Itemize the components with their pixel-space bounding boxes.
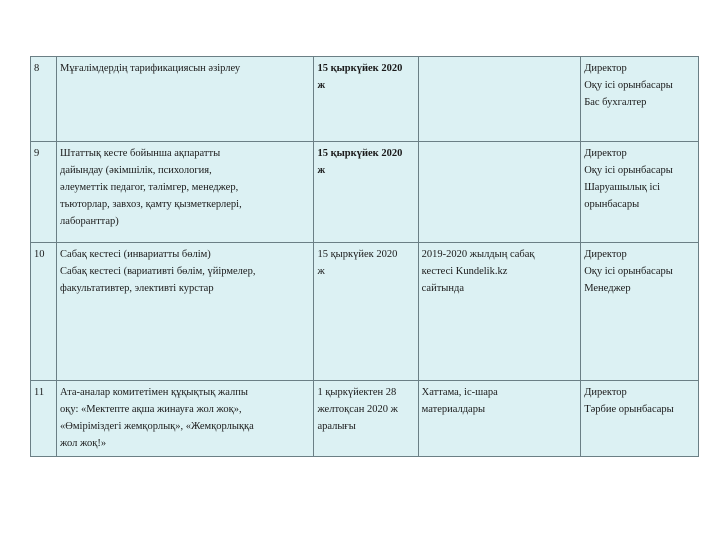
task-line: Сабақ кестесі (вариативті бөлім, үйірмелер, — [60, 266, 256, 277]
date-line: желтоқсан 2020 ж — [317, 404, 398, 415]
task-line: «Өміріміздегі жемқорлық», «Жемқорлыққа — [60, 421, 254, 432]
date-cell — [314, 243, 418, 381]
form-cell — [418, 142, 581, 243]
responsible-cell — [581, 243, 699, 381]
table-row — [31, 142, 699, 243]
plan-table — [30, 56, 699, 457]
task-line: Мұғалімдердің тарификациясын әзірлеу — [60, 63, 241, 74]
task-line: Штаттық кесте бойынша ақпаратты — [60, 148, 221, 159]
row-number: 8 — [31, 57, 57, 142]
form-line: материалдары — [421, 404, 486, 415]
date-cell — [314, 142, 418, 243]
date-line: 15 қыркүйек 2020 — [317, 249, 398, 260]
responsible-line: Директор — [584, 249, 627, 260]
responsible-line: Бас бухгалтер — [584, 97, 647, 108]
task-line: лаборанттар) — [60, 216, 119, 227]
date-line: аралығы — [317, 421, 356, 432]
form-cell — [418, 57, 581, 142]
responsible-line: Тәрбие орынбасары — [584, 404, 674, 415]
table-row — [31, 57, 699, 142]
task-line: оқу: «Мектепте ақша жинауға жол жоқ», — [60, 404, 242, 415]
task-line: Сабақ кестесі (инвариатты бөлім) — [60, 249, 211, 260]
date-cell — [314, 57, 418, 142]
task-line: Ата-аналар комитетімен құқықтық жалпы — [60, 387, 248, 398]
form-cell — [418, 243, 581, 381]
row-number: 11 — [31, 381, 57, 457]
form-line: 2019-2020 жылдың сабақ — [421, 249, 535, 260]
responsible-line: Оқу ісі орынбасары — [584, 266, 673, 277]
task-cell — [57, 381, 314, 457]
task-cell — [57, 142, 314, 243]
responsible-line: орынбасары — [584, 199, 640, 210]
task-cell — [57, 57, 314, 142]
row-number: 10 — [31, 243, 57, 381]
responsible-cell — [581, 381, 699, 457]
task-line: жол жоқ!» — [60, 438, 107, 449]
date-line: 15 қыркүйек 2020 — [317, 148, 403, 159]
date-line: 1 қыркүйектен 28 — [317, 387, 397, 398]
form-line: Хаттама, іс-шара — [421, 387, 498, 398]
date-line: ж — [317, 80, 326, 91]
form-line: сайтында — [421, 283, 464, 294]
responsible-cell — [581, 142, 699, 243]
task-line: әлеуметтік педагог, тәлімгер, менеджер, — [60, 182, 239, 193]
date-line: 15 қыркүйек 2020 — [317, 63, 403, 74]
table-row — [31, 381, 699, 457]
responsible-line: Оқу ісі орынбасары — [584, 165, 673, 176]
responsible-line: Оқу ісі орынбасары — [584, 80, 673, 91]
row-number: 9 — [31, 142, 57, 243]
task-line: факультативтер, элективті курстар — [60, 283, 214, 294]
responsible-line: Директор — [584, 63, 627, 74]
responsible-cell — [581, 57, 699, 142]
date-line: ж — [317, 165, 326, 176]
task-cell — [57, 243, 314, 381]
table-row — [31, 243, 699, 381]
form-line: кестесі Kundelik.kz — [421, 266, 508, 277]
responsible-line: Шаруашылық ісі — [584, 182, 660, 193]
responsible-line: Директор — [584, 148, 627, 159]
date-line: ж — [317, 266, 325, 277]
form-cell — [418, 381, 581, 457]
responsible-line: Директор — [584, 387, 627, 398]
task-line: тьюторлар, завхоз, қамту қызметкерлері, — [60, 199, 242, 210]
date-cell — [314, 381, 418, 457]
task-line: дайындау (әкімшілік, психология, — [60, 165, 212, 176]
responsible-line: Менеджер — [584, 283, 631, 294]
